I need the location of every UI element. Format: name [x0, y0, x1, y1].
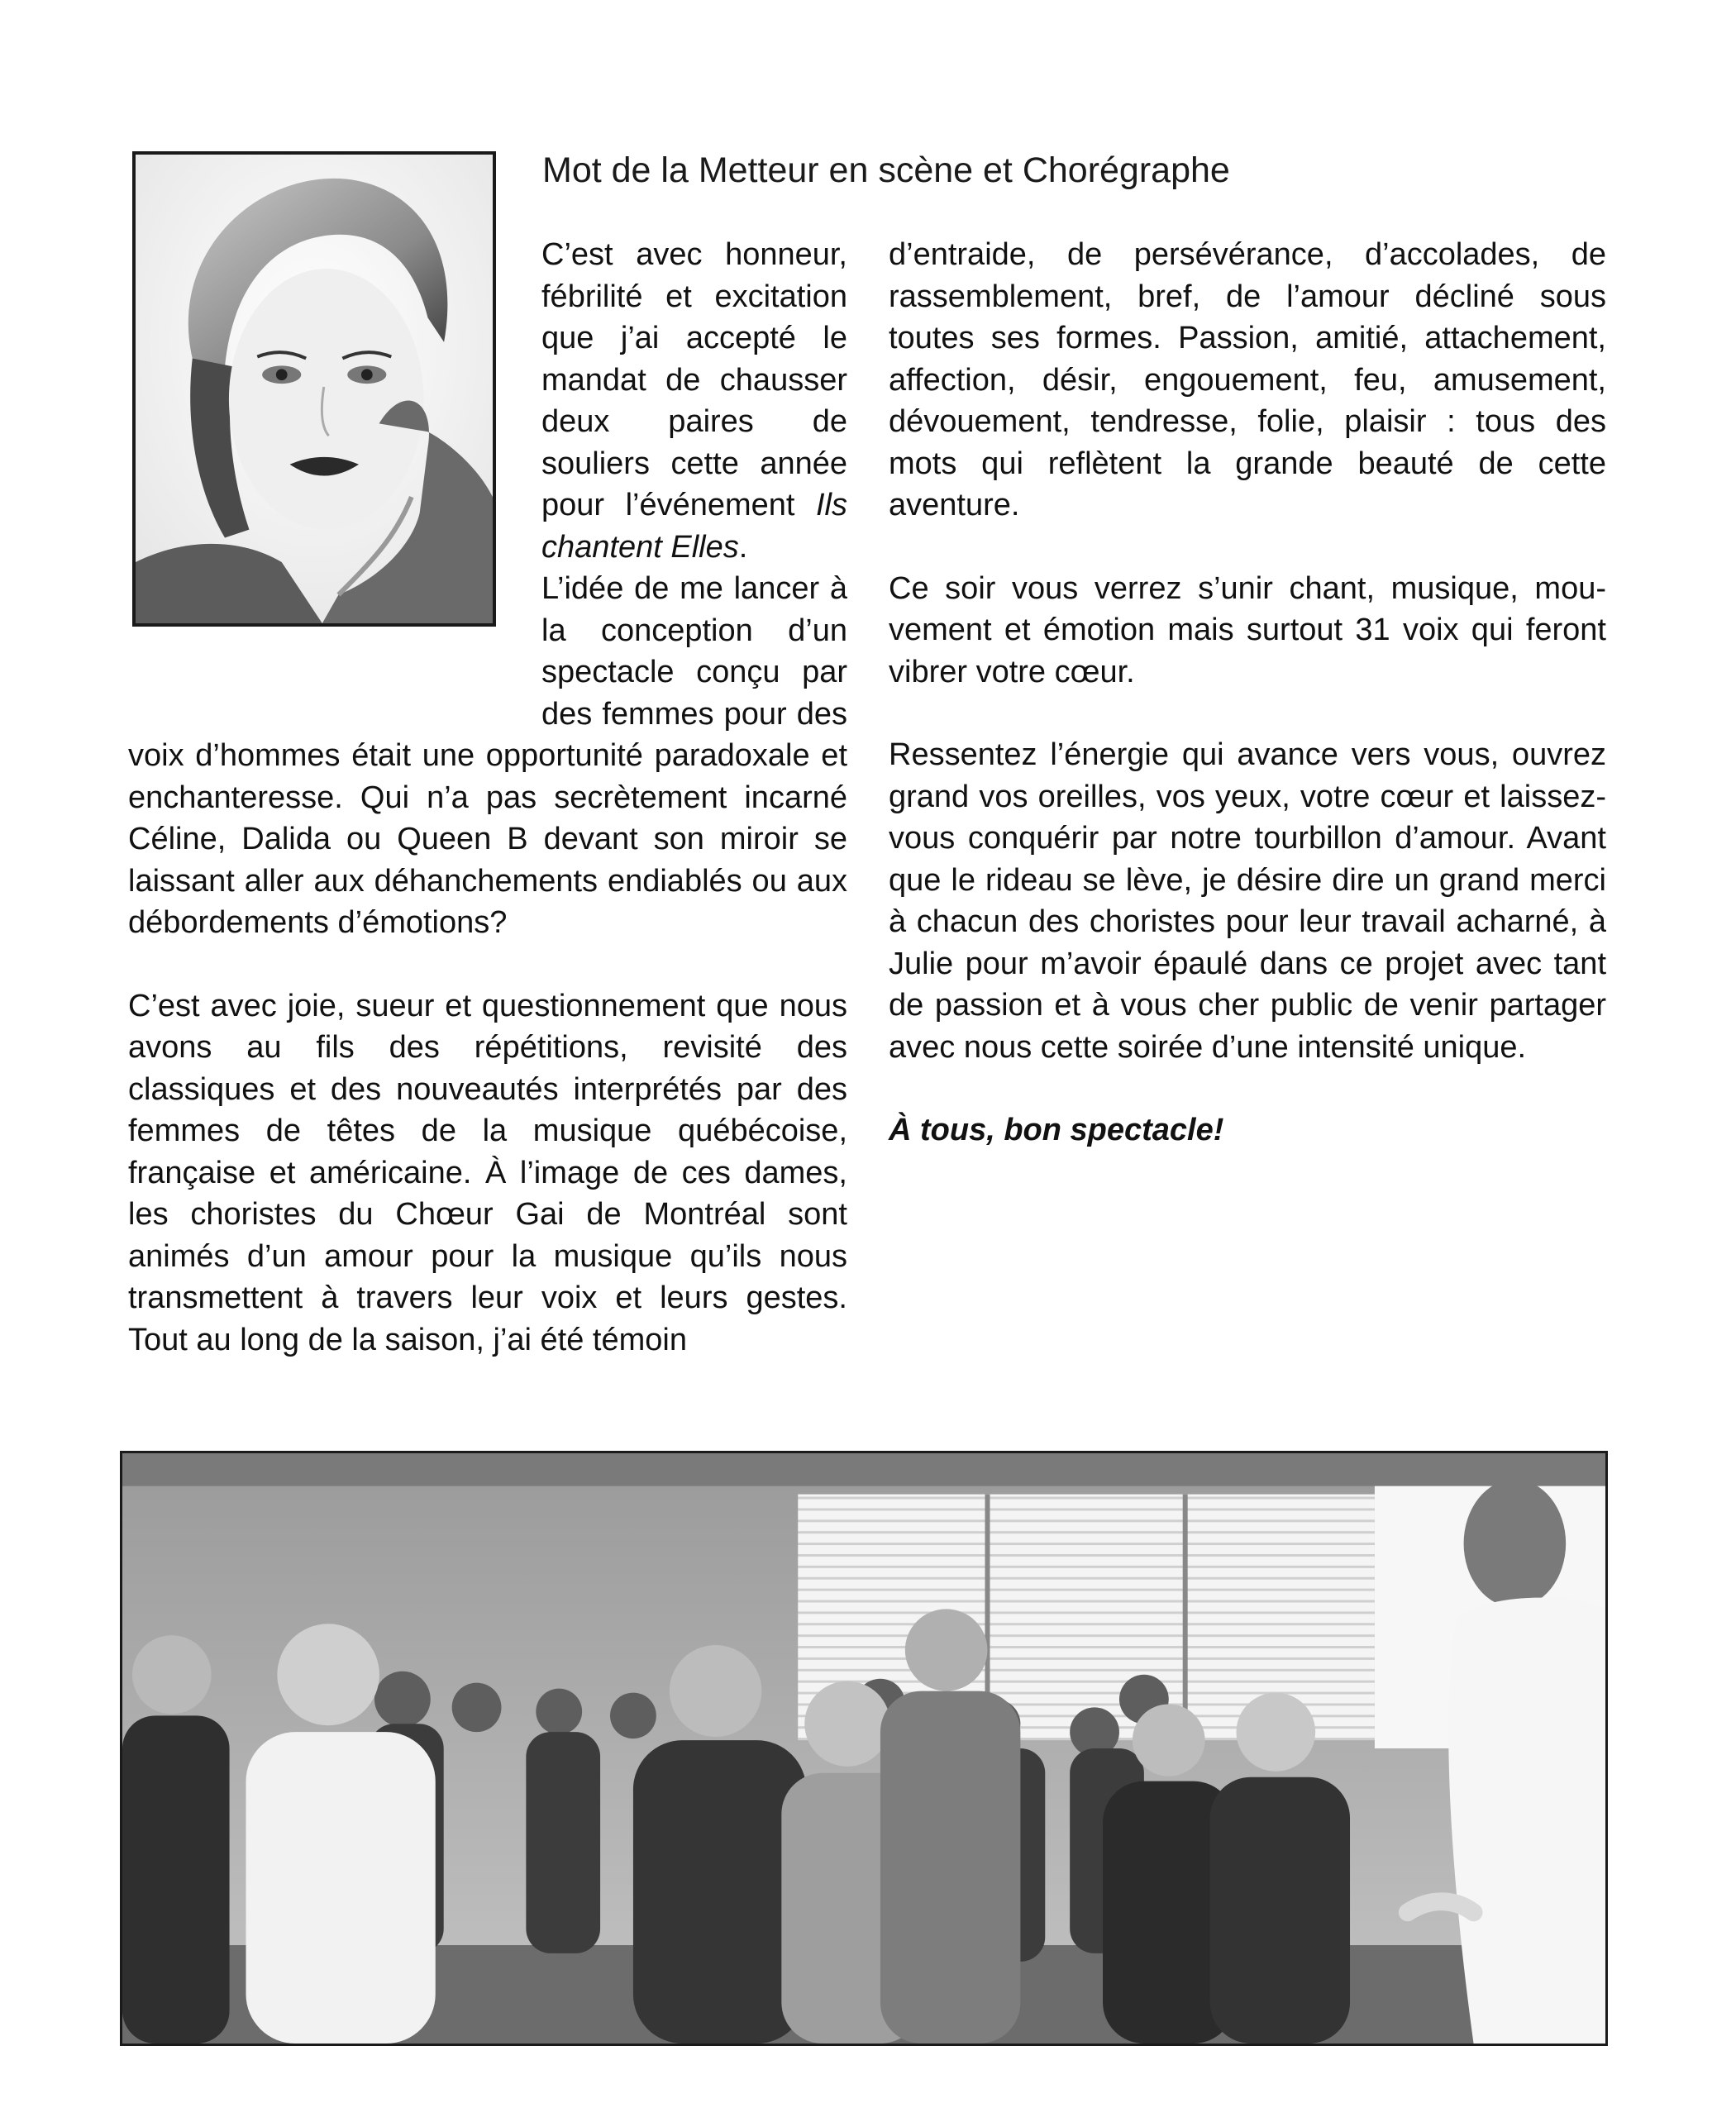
portrait-wrap-spacer: [128, 234, 541, 651]
paragraph-5: Ce soir vous verrez s’unir chant, musique, mouvement et émotion mais surtout 31 voix qui feront vibrer votre cœur.: [889, 570, 1606, 689]
paragraph-4: d’entraide, de persévérance, d’accolades, de rassemblement, bref, de l’amour décliné sous toutes ses formes. Passion, amitié, attachement, affection, désir, engouement, feu, amusement, dévouement, tendresse, folie, plaisir : tous des mots qui reflètent la grande beauté de cette aventure.: [889, 237, 1606, 522]
portrait-wrap-spacer-2: [128, 651, 541, 731]
article-title: Mot de la Metteur en scène et Chorégraphe: [542, 150, 1230, 190]
paragraph-3: C’est avec joie, sueur et questionnement que nous avons au fils des répétitions, revisité des classiques et des nouveautés interprétés par des femmes de têtes de la musique québécoise, française et américaine. À l’image de ces dames, les choristes du Chœur Gai de Montréal sont animés d’un amour pour la musique qu’ils nous transmettent à travers leur voix et leurs gestes. Tout au long de la saison, j’ai été témoin: [128, 988, 847, 1357]
event-title: Ils chantent Elles: [541, 488, 847, 565]
right-column: [889, 234, 1606, 1152]
paragraph-1-end: .: [738, 529, 748, 565]
paragraph-6: Ressentez l’énergie qui avance vers vous, ouvrez grand vos oreilles, vos yeux, votre cœur et laissez-vous conquérir par notre tourbillon d’amour. Avant que le rideau se lève, je désire dire un grand merci à chacun des choristes pour leur travail acharné, à Julie pour m’avoir épaulé dans ce projet avec tant de passion et à vous cher public de venir partager avec nous cette soirée d’une intensité unique.: [889, 737, 1606, 1065]
choir-rehearsal-photo: [120, 1451, 1608, 2046]
signoff: À tous, bon spectacle!: [889, 1113, 1224, 1147]
paragraph-1-text: C’est avec honneur, fébrilité et excitation que j’ai accepté le mandat de chausser deux paires de souliers cette année pour l’événement: [541, 237, 847, 522]
left-column: [128, 234, 847, 1361]
paragraph-2: L’idée de me lancer à la conception d’un spectacle conçu par des femmes pour des voix d’hommes était une opportunité paradoxale et enchanteresse. Qui n’a pas secrètement incarné Céline, Dalida ou Queen B devant son miroir se laissant aller aux déhanchements endiablés ou aux débordements d’émotions?: [128, 571, 847, 940]
